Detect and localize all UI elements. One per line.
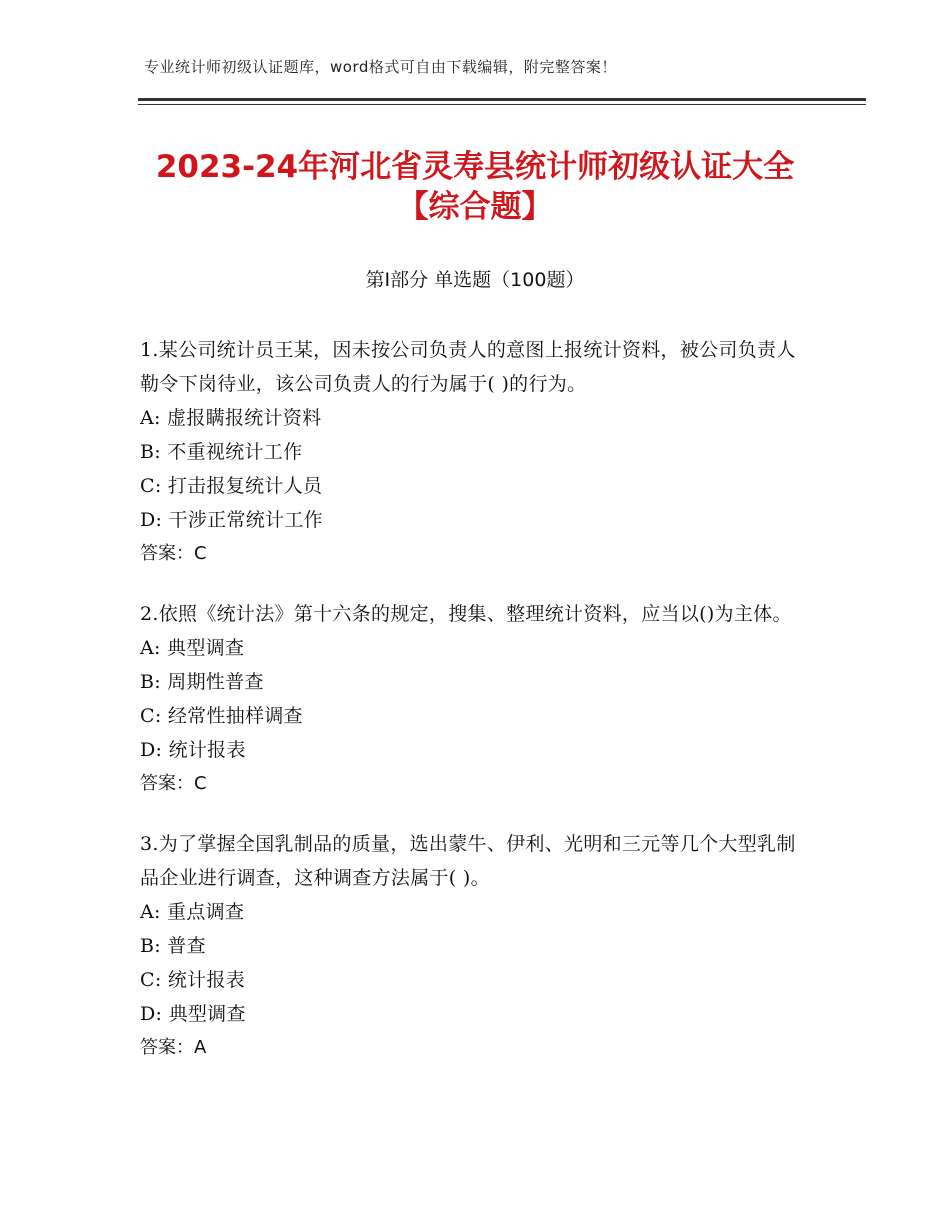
question-item: [140, 333, 800, 571]
option-d: D: 统计报表: [140, 739, 246, 761]
option-b: B: 不重视统计工作: [140, 441, 303, 463]
answer-line: 答案：C: [140, 543, 207, 564]
option-a: A: 典型调查: [140, 637, 245, 659]
option-b: B: 普查: [140, 935, 206, 957]
question-list: [140, 333, 800, 1091]
answer-line: 答案：A: [140, 1037, 207, 1058]
question-stem: 3.为了掌握全国乳制品的质量，选出蒙牛、伊利、光明和三元等几个大型乳制品企业进行调查，这种调查方法属于( )。: [140, 833, 796, 889]
header-rule-thin: [138, 104, 866, 105]
option-c: C: 打击报复统计人员: [140, 475, 323, 497]
answer-line: 答案：C: [140, 773, 207, 794]
option-c: C: 经常性抽样调查: [140, 705, 303, 727]
question-item: [140, 597, 800, 801]
option-a: A: 虚报瞒报统计资料: [140, 407, 322, 429]
question-stem: 2.依照《统计法》第十六条的规定，搜集、整理统计资料，应当以()为主体。: [140, 603, 792, 625]
option-a: A: 重点调查: [140, 901, 245, 923]
header-rule-thick: [138, 98, 866, 101]
option-b: B: 周期性普查: [140, 671, 264, 693]
header-note: 专业统计师初级认证题库，word格式可自由下载编辑，附完整答案！: [144, 58, 617, 76]
document-title: 2023-24年河北省灵寿县统计师初级认证大全【综合题】: [155, 149, 795, 225]
question-item: [140, 827, 800, 1065]
option-d: D: 典型调查: [140, 1003, 246, 1025]
section-title: 第Ⅰ部分 单选题（100题）: [365, 269, 585, 291]
option-d: D: 干涉正常统计工作: [140, 509, 323, 531]
option-c: C: 统计报表: [140, 969, 246, 991]
question-stem: 1.某公司统计员王某，因未按公司负责人的意图上报统计资料，被公司负责人勒令下岗待业，该公司负责人的行为属于( )的行为。: [140, 339, 796, 395]
